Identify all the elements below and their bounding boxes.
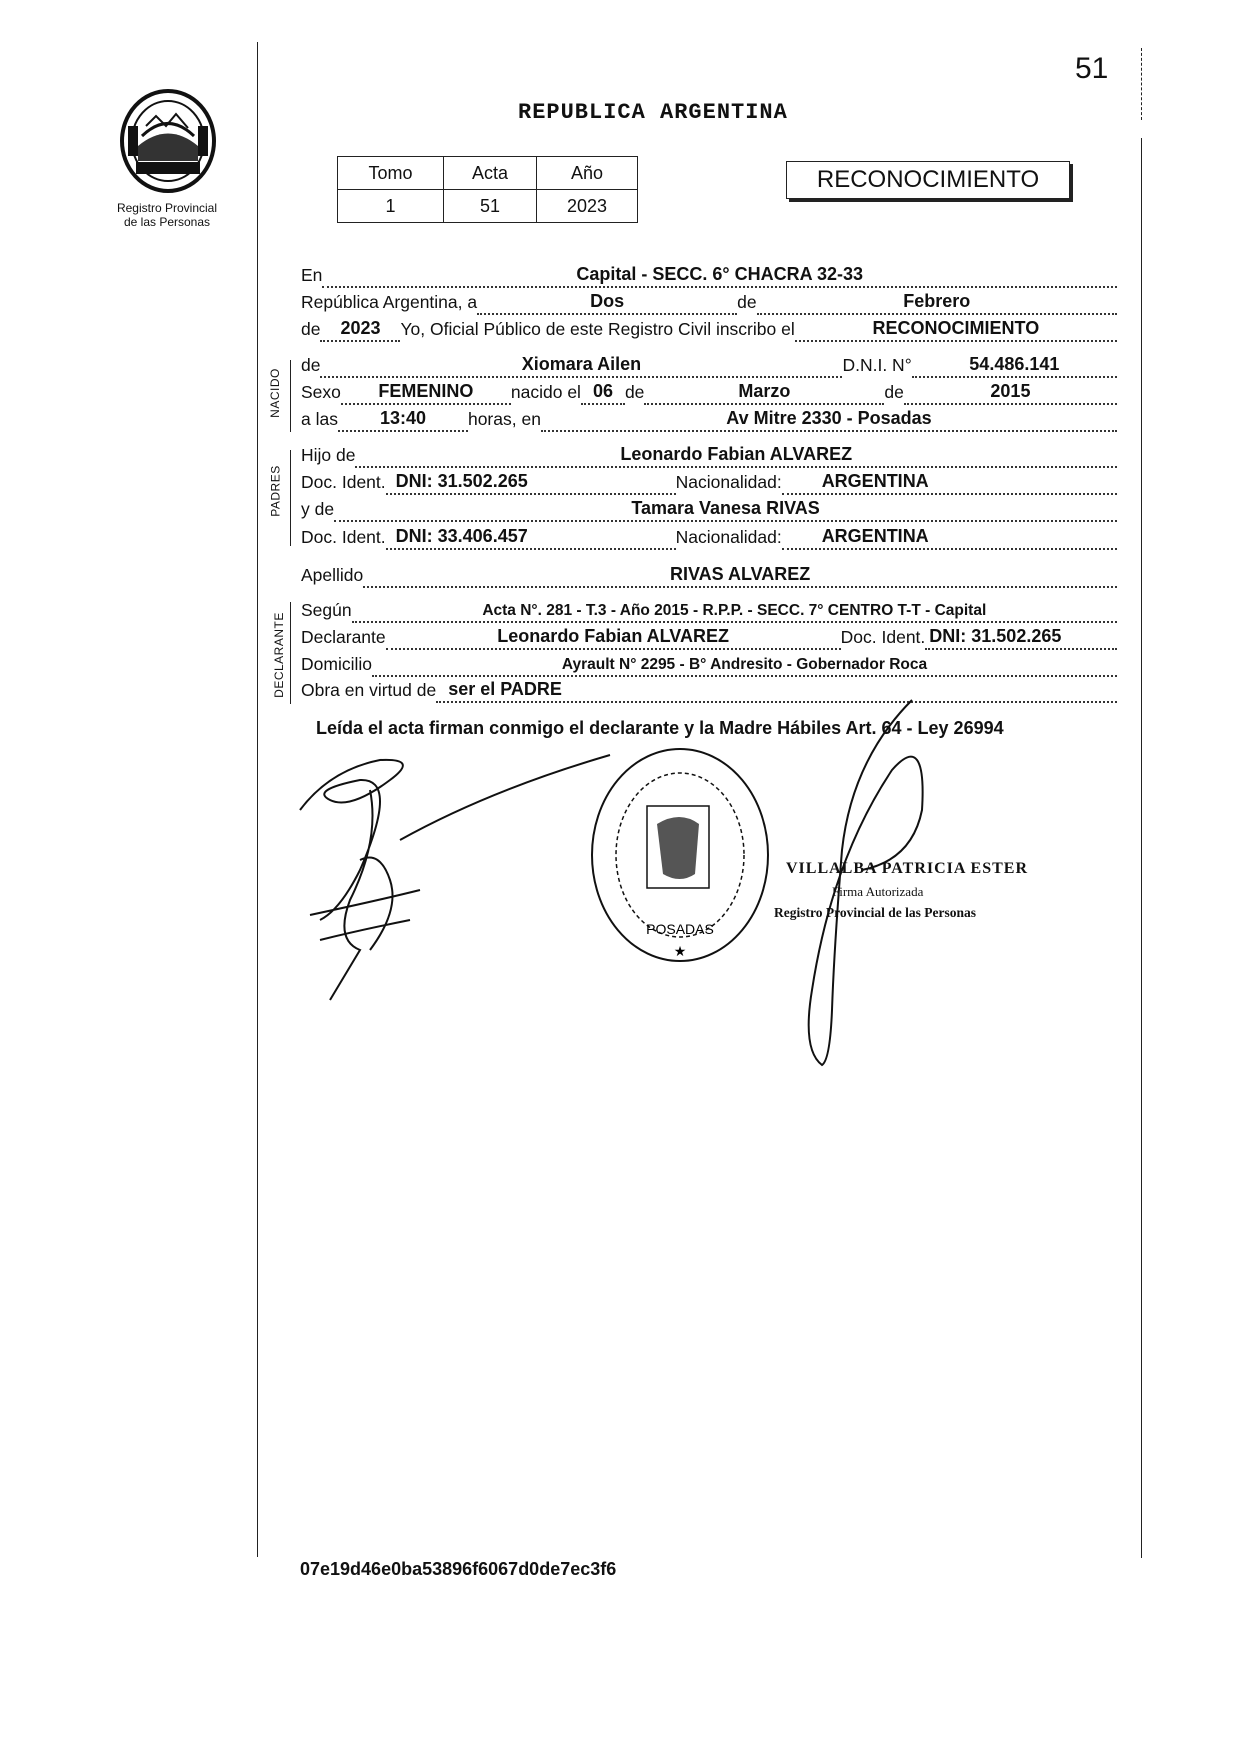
nacido-bracket: [290, 360, 291, 432]
row-hijo: [301, 442, 1117, 468]
de3-label: de: [624, 382, 645, 402]
apellido-label: Apellido: [301, 565, 364, 585]
declarante-label: Declarante: [301, 627, 386, 647]
declarante-value: Leonardo Fabian ALVAREZ: [497, 626, 729, 646]
logo-caption: [92, 201, 242, 229]
row-en: [301, 262, 1117, 288]
declarante-doc: DNI: 31.502.265: [929, 626, 1062, 646]
row-year: [301, 316, 1117, 342]
doc2-label: Doc. Ident.: [301, 527, 386, 547]
mother-doc: DNI: 33.406.457: [395, 526, 528, 546]
seal-star-icon: ★: [673, 944, 687, 960]
acta-value: 51: [444, 190, 537, 223]
closing-statement: Leída el acta firman conmigo el declarante y la Madre Hábiles Art. 64 - Ley 26994: [316, 718, 1004, 738]
page-number: 51: [1075, 52, 1109, 85]
officer-title: Firma Autorizada: [832, 884, 924, 899]
row-sexo: [301, 379, 1117, 405]
nacido-label: nacido el: [510, 382, 581, 402]
en-label: En: [301, 265, 323, 285]
birth-day: 06: [592, 381, 613, 401]
time-value: 13:40: [379, 408, 426, 428]
inscribo-label: Yo, Oficial Público de este Registro Civil inscribo el: [400, 319, 795, 339]
document-hash: 07e19d46e0ba53896f6067d0de7ec3f6: [300, 1559, 617, 1579]
page-title: REPUBLICA ARGENTINA: [518, 100, 788, 125]
officer-name: VILLALBA PATRICIA ESTER: [786, 860, 1029, 877]
tomo-value: 1: [338, 190, 444, 223]
month-value: Febrero: [903, 291, 971, 311]
republica-label: República Argentina, a: [301, 292, 478, 312]
dni-label: D.N.I. N°: [842, 355, 912, 375]
row-segun: [301, 597, 1117, 623]
segun-value: Acta N°. 281 - T.3 - Año 2015 - R.P.P. - SECC. 7° CENTRO T-T - Capital: [482, 602, 987, 619]
birth-year: 2015: [990, 381, 1031, 401]
year-value: 2023: [340, 318, 381, 338]
left-margin-line: [257, 42, 258, 1557]
row-obra: [301, 677, 1117, 703]
anio-header: Año: [537, 157, 638, 190]
horas-label: horas, en: [467, 409, 541, 429]
logo-caption-line2: de las Personas: [123, 215, 211, 229]
row-ymadre: [301, 496, 1117, 522]
yde-label: y de: [301, 499, 335, 519]
doc-label: Doc. Ident.: [301, 472, 386, 492]
mother-name: Tamara Vanesa RIVAS: [631, 498, 820, 518]
row-date: [301, 289, 1117, 315]
row-father-doc: [301, 469, 1117, 495]
row-time: [301, 406, 1117, 432]
segun-label: Según: [301, 600, 352, 620]
officer-signature: [782, 690, 932, 1070]
domicilio-label: Domicilio: [301, 654, 372, 674]
seal-bottom-text: POSADAS: [646, 921, 714, 937]
father-name: Leonardo Fabian ALVAREZ: [620, 444, 853, 464]
row-mother-doc: [301, 524, 1117, 550]
side-label-declarante: DECLARANTE: [271, 612, 286, 698]
dni-value: 54.486.141: [969, 354, 1060, 374]
name-value: Xiomara Ailen: [521, 354, 642, 374]
domicilio-value: Ayrault N° 2295 - B° Andresito - Gobernador Roca: [561, 656, 928, 673]
acta-header: Acta: [444, 157, 537, 190]
apellido-value: RIVAS ALVAREZ: [669, 564, 811, 584]
province-emblem-icon: [116, 86, 220, 196]
row-apellido: [301, 562, 1117, 588]
row-name: [301, 352, 1117, 378]
tomo-header: Tomo: [338, 157, 444, 190]
birth-month: Marzo: [738, 381, 791, 401]
side-label-padres: PADRES: [268, 465, 283, 517]
de4-label: de: [884, 382, 904, 402]
hijo-label: Hijo de: [301, 445, 356, 465]
right-margin-line: [1141, 138, 1142, 1558]
declarante-bracket: [290, 602, 291, 704]
officer-org: Registro Provincial de las Personas: [774, 905, 976, 920]
sexo-value: FEMENINO: [378, 381, 474, 401]
de2-label: de: [301, 319, 321, 339]
nac-label: Nacionalidad:: [675, 472, 782, 492]
father-doc: DNI: 31.502.265: [395, 471, 528, 491]
act-type-box: RECONOCIMIENTO: [786, 161, 1070, 199]
obra-value: ser el PADRE: [448, 679, 562, 699]
official-seal: [585, 744, 775, 966]
registry-table: [337, 156, 638, 223]
row-declarante: [301, 624, 1117, 650]
day-value: Dos: [590, 291, 625, 311]
anio-value: 2023: [537, 190, 638, 223]
padres-bracket: [290, 450, 291, 546]
father-nat: ARGENTINA: [821, 471, 929, 491]
nac2-label: Nacionalidad:: [675, 527, 782, 547]
de-label: de: [737, 292, 757, 312]
name-label: de: [301, 355, 321, 375]
place-value: Av Mitre 2330 - Posadas: [726, 408, 932, 428]
right-top-tick: [1141, 48, 1142, 120]
row-domicilio: [301, 651, 1117, 677]
obra-label: Obra en virtud de: [301, 680, 437, 700]
mother-nat: ARGENTINA: [821, 526, 929, 546]
time-label: a las: [301, 409, 338, 429]
sexo-label: Sexo: [301, 382, 341, 402]
doc3-label: Doc. Ident.: [840, 627, 926, 647]
side-label-nacido: NACIDO: [267, 368, 282, 418]
inscribo-value: RECONOCIMIENTO: [872, 318, 1040, 338]
en-value: Capital - SECC. 6° CHACRA 32-33: [576, 264, 863, 284]
logo-caption-line1: Registro Provincial: [116, 201, 218, 215]
